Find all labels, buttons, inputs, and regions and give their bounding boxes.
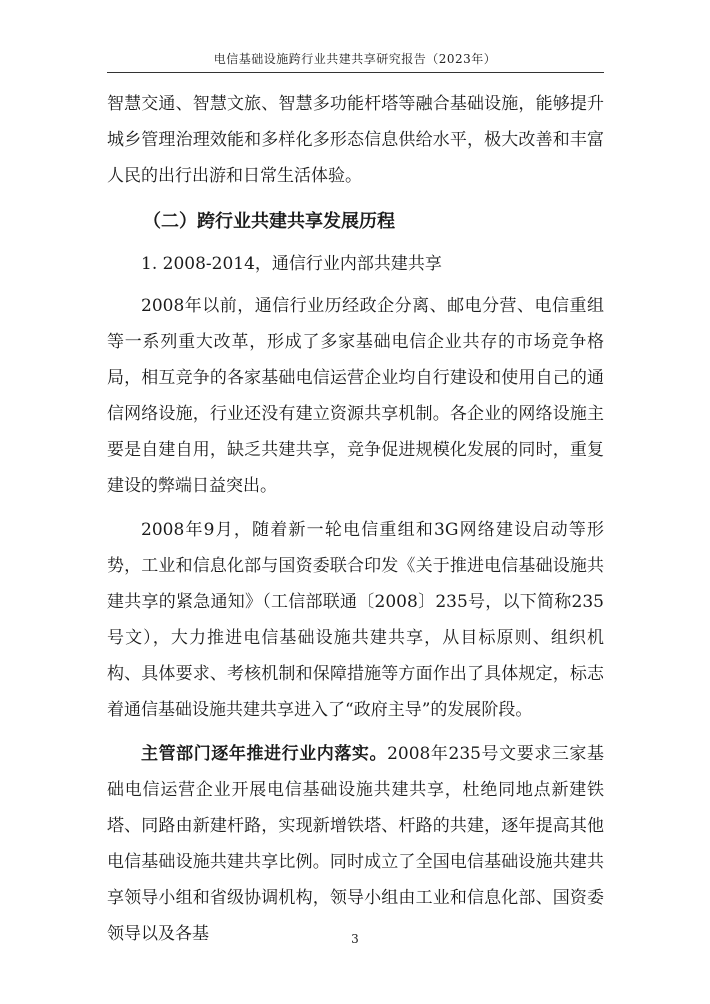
document-body: [107, 86, 604, 952]
paragraph-before-2008: 2008年以前，通信行业历经政企分离、邮电分营、电信重组等一系列重大改革，形成了多家基础电信企业共存的市场竞争格局，相互竞争的各家基础电信运营企业均自行建设和使用自己的通信网络设施，行业还没有建立资源共享机制。各企业的网络设施主要是自建自用，缺乏共建共享，竞争促进规模化发展的同时，重复建设的弊端日益突出。: [107, 296, 604, 496]
page-number: 3: [351, 932, 359, 946]
paragraph-continuation: 智慧交通、智慧文旅、智慧多功能杆塔等融合基础设施，能够提升城乡管理治理效能和多样化多形态信息供给水平，极大改善和丰富人民的出行出游和日常生活体验。: [107, 94, 604, 186]
paragraph-lead-bold: 主管部门逐年推进行业内落实。: [141, 744, 388, 764]
subsection-heading: 1. 2008-2014，通信行业内部共建共享: [141, 254, 442, 274]
section-heading: （二）跨行业共建共享发展历程: [143, 211, 395, 232]
header-divider: [107, 72, 604, 73]
paragraph-body-text: 2008年235号文要求三家基础电信运营企业开展电信基础设施共建共享，杜绝同地点新建铁塔、同路由新建杆路，实现新增铁塔、杆路的共建，逐年提高其他电信基础设施共建共享比例。同时成立了全国电信基础设施共建共享领导小组和省级协调机构，领导小组由工业和信息化部、国资委领导以及各基: [107, 744, 605, 944]
paragraph-department-implementation: [107, 736, 604, 952]
running-header: 电信基础设施跨行业共建共享研究报告（2023年）: [213, 52, 497, 66]
paragraph-2008-september: 2008年9月，随着新一轮电信重组和3G网络建设启动等形势，工业和信息化部与国资委联合印发《关于推进电信基础设施共建共享的紧急通知》（工信部联通〔2008〕235号，以下简称235号文），大力推进电信基础设施共建共享，从目标原则、组织机构、具体要求、考核机制和保障措施等方面作出了具体规定，标志着通信基础设施共建共享进入了“政府主导”的发展阶段。: [107, 520, 604, 720]
